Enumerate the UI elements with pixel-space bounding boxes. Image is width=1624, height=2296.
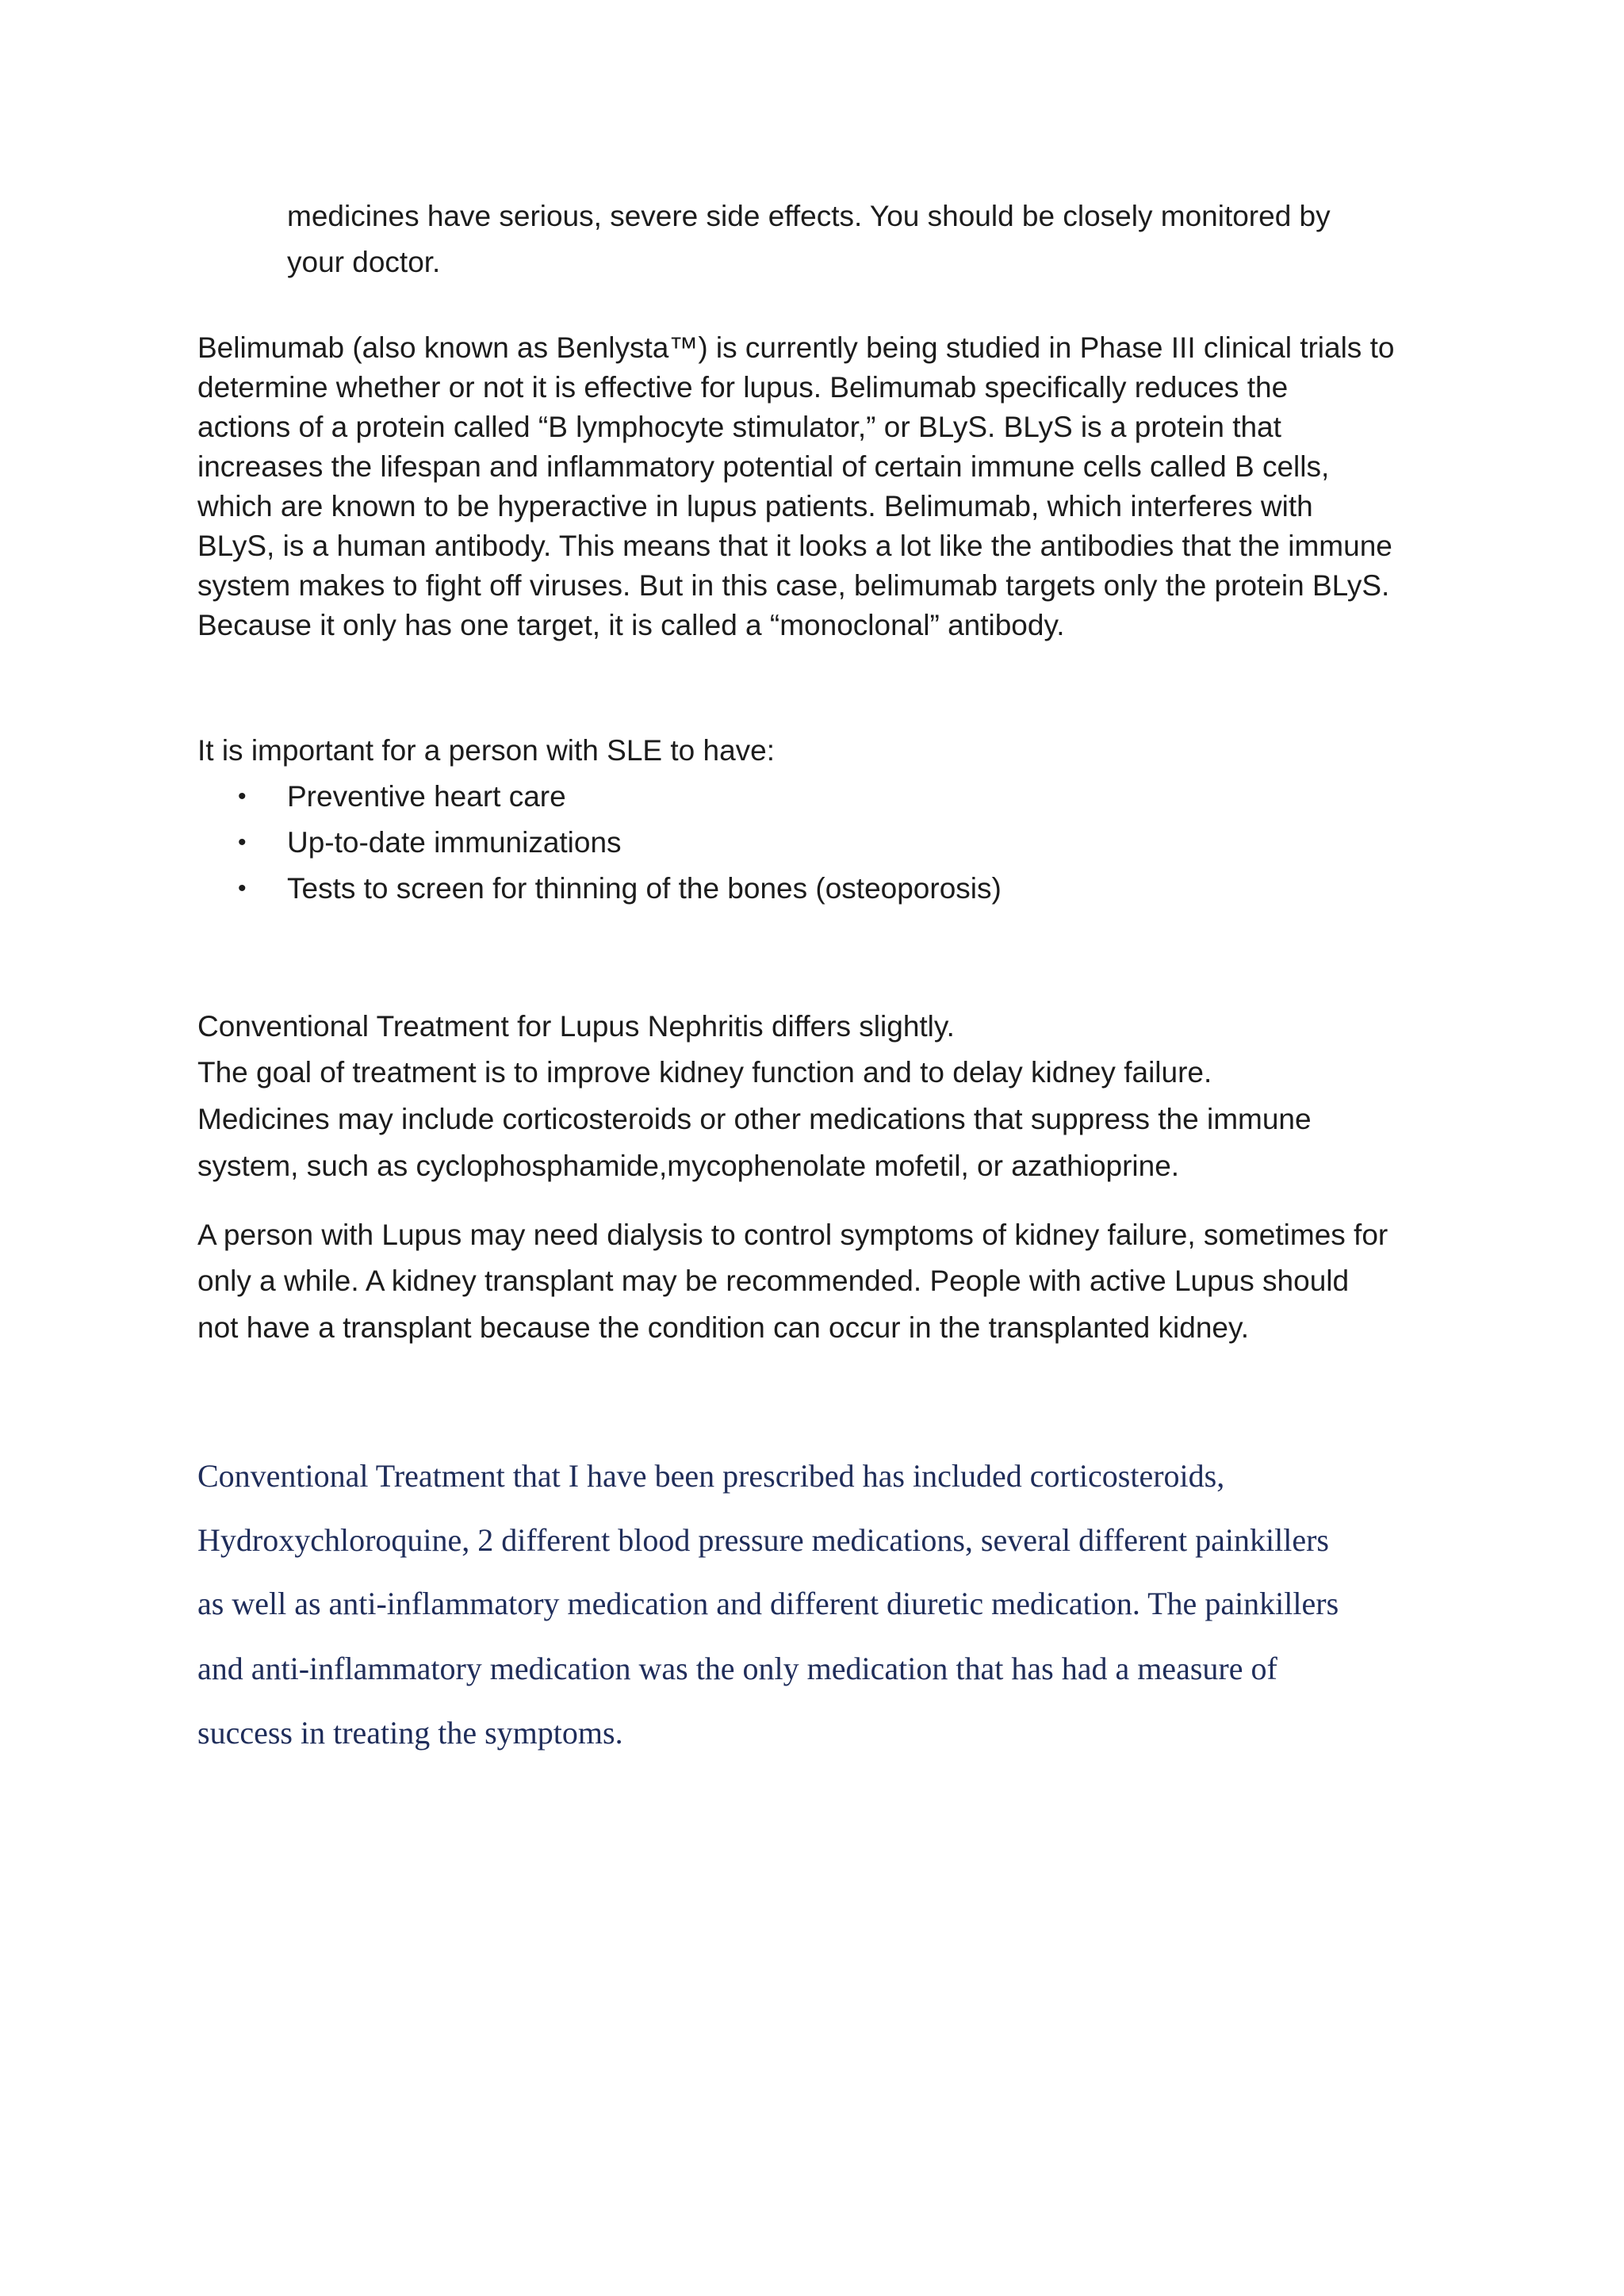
bullet-marker: •	[238, 783, 247, 809]
belimumab-line-8: Because it only has one target, it is called a “monoclonal” antibody.	[197, 609, 1065, 641]
personal-note-line-4: and anti-inflammatory medication was the only medication that has had a measure of	[197, 1651, 1277, 1686]
personal-note-line-3: as well as anti-inflammatory medication and different diuretic medication. The painkillers	[197, 1586, 1339, 1621]
nephritis-line-2: The goal of treatment is to improve kidney function and to delay kidney failure.	[197, 1056, 1212, 1089]
dialysis-line-3: not have a transplant because the condition can occur in the transplanted kidney.	[197, 1311, 1250, 1344]
sle-care-intro: It is important for a person with SLE to have:	[197, 734, 776, 767]
belimumab-line-7: system makes to fight off viruses. But in this case, belimumab targets only the protein BLyS.	[197, 569, 1390, 602]
belimumab-line-4: increases the lifespan and inflammatory potential of certain immune cells called B cells,	[197, 450, 1330, 483]
belimumab-line-5: which are known to be hyperactive in lupus patients. Belimumab, which interferes with	[197, 490, 1313, 522]
nephritis-line-1: Conventional Treatment for Lupus Nephritis differs slightly.	[197, 1010, 955, 1043]
sle-care-item-1: Preventive heart care	[287, 780, 566, 813]
nephritis-line-3: Medicines may include corticosteroids or other medications that suppress the immune	[197, 1103, 1312, 1135]
continuation-line-1: medicines have serious, severe side effects. You should be closely monitored by	[287, 200, 1331, 232]
personal-note-line-5: success in treating the symptoms.	[197, 1715, 623, 1751]
belimumab-line-6: BLyS, is a human antibody. This means that it looks a lot like the antibodies that the immune	[197, 530, 1392, 562]
bullet-marker: •	[238, 875, 247, 901]
dialysis-line-1: A person with Lupus may need dialysis to control symptoms of kidney failure, sometimes for	[197, 1219, 1388, 1251]
belimumab-line-3: actions of a protein called “B lymphocyte stimulator,” or BLyS. BLyS is a protein that	[197, 411, 1281, 443]
personal-note-line-2: Hydroxychloroquine, 2 different blood pressure medications, several different painkillers	[197, 1522, 1329, 1558]
dialysis-line-2: only a while. A kidney transplant may be recommended. People with active Lupus should	[197, 1265, 1350, 1297]
personal-note-line-1: Conventional Treatment that I have been prescribed has included corticosteroids,	[197, 1458, 1225, 1494]
belimumab-line-1: Belimumab (also known as Benlysta™) is currently being studied in Phase III clinical trials to	[197, 331, 1395, 364]
sle-care-item-2: Up-to-date immunizations	[287, 826, 622, 859]
nephritis-line-4: system, such as cyclophosphamide,mycophenolate mofetil, or azathioprine.	[197, 1150, 1180, 1182]
belimumab-line-2: determine whether or not it is effective for lupus. Belimumab specifically reduces the	[197, 371, 1289, 404]
sle-care-item-3: Tests to screen for thinning of the bones (osteoporosis)	[287, 872, 1002, 905]
bullet-marker: •	[238, 829, 247, 855]
continuation-line-2: your doctor.	[287, 246, 441, 278]
